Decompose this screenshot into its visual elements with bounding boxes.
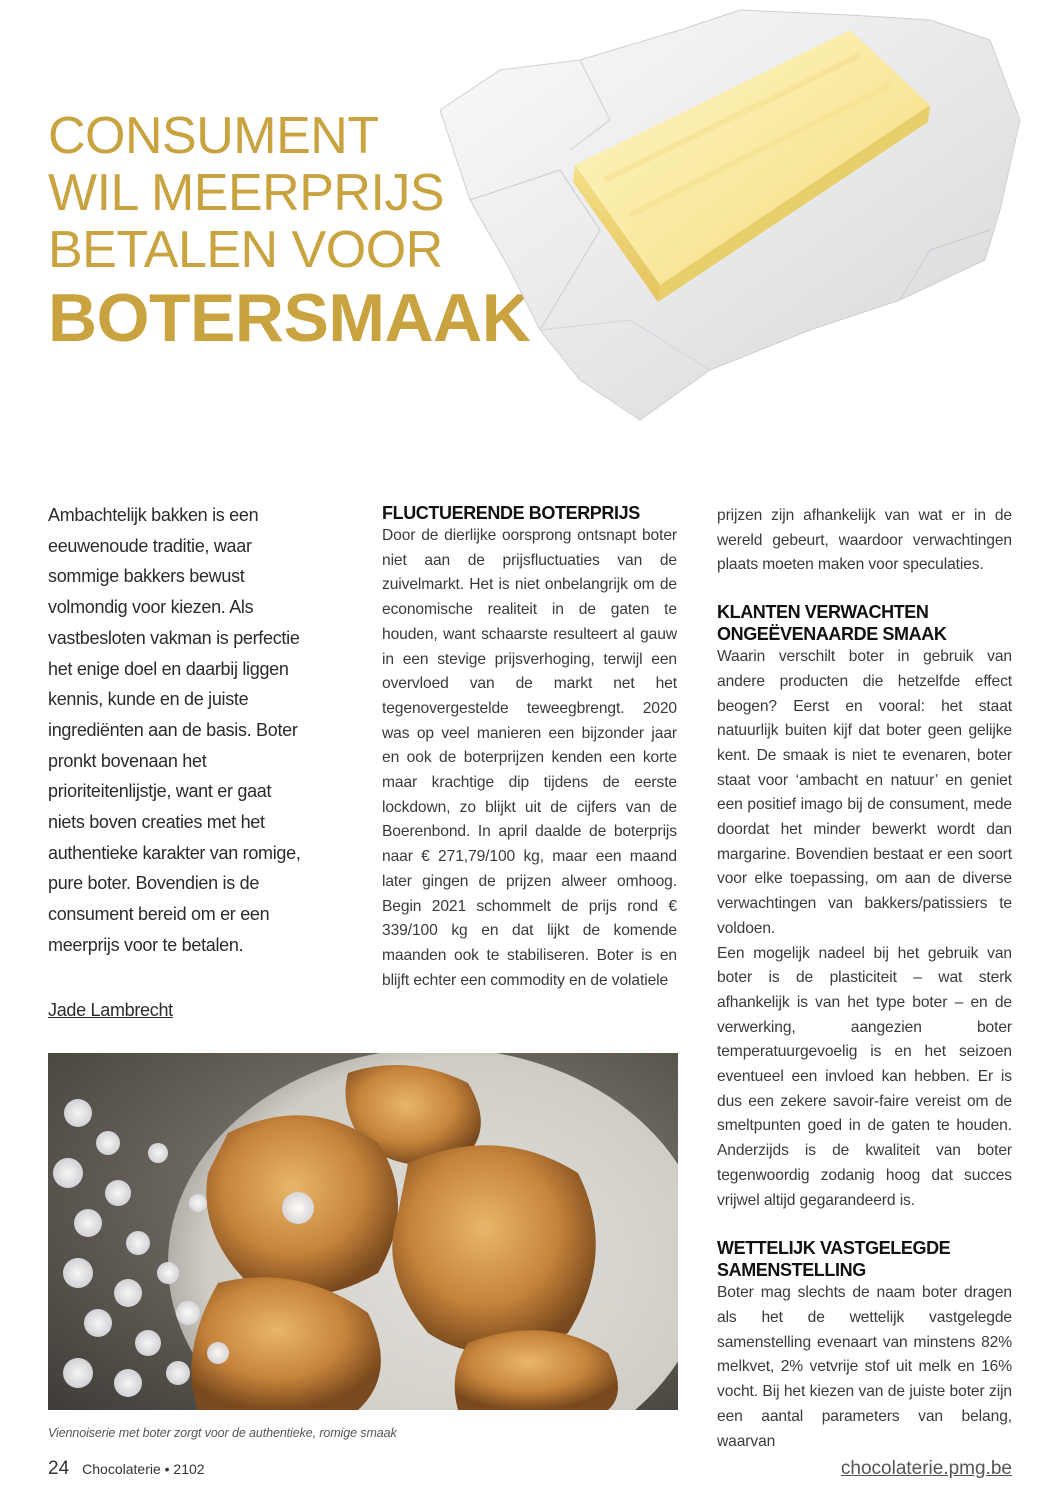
article-column-3 — [717, 504, 1012, 1454]
section-body-price-cont: prijzen zijn afhankelijk van wat er in de wereld gebeurt, waardoor verwachtingen plaats moeten maken voor speculaties. — [717, 507, 1012, 574]
headline-line-1: CONSUMENT — [48, 107, 379, 165]
section-title-taste: KLANTEN VERWACHTEN ONGEËVENAARDE SMAAK — [717, 602, 947, 645]
photo-caption: Viennoiserie met boter zorgt voor de authentieke, romige smaak — [48, 1426, 397, 1440]
headline-line-2: WIL MEERPRIJS — [48, 164, 445, 222]
section-body-price: Door de dierlijke oorsprong ontsnapt boter niet aan de prijsfluctuaties van de zuivelmarkt. Het is niet onbelangrijk om de economische realiteit in de gaten te houden, want schaarste resulteert al gauw in een stevige prijsverhoging, terwijl een overvloed van de markt net het tegenovergestelde teweegbrengt. 2020 was op veel manieren een bijzonder jaar en ook de boterprijzen kenden een korte maar krachtige dip tijdens de eerste lockdown, zo blijkt uit de cijfers van de Boerenbond. In april daalde de boterprijs naar € 271,79/100 kg, maar een maand later gingen de prijzen alweer omhoog. Begin 2021 schommelt de prijs rond € 339/100 kg en dat lijkt de komende maanden ook te stabiliseren. Boter is en blijft echter een commodity en de volatiele — [382, 527, 677, 989]
butter-image — [430, 0, 1030, 440]
section-body-taste-1: Waarin verschilt boter in gebruik van andere producten die hetzelfde effect beogen? Eerst en vooral: het staat natuurlijk buiten kijf dat boter geen gelijke kent. De smaak is niet te evenaren, boter staat voor ‘ambacht en natuur’ en geniet een positief imago bij de consument, mede doordat het minder bewerkt wordt dan margarine. Bovendien bestaat er een soort voor elke toepassing, om aan de diverse verwachtingen van bakkers/patissiers te voldoen. — [717, 648, 1012, 937]
headline-line-4: BOTERSMAAK — [48, 280, 531, 356]
intro-text: Ambachtelijk bakken is een eeuwenoude traditie, waar sommige bakkers bewust volmondig voor kiezen. Als vastbesloten vakman is perfectie het enige doel en daarbij liggen kennis, kunde en de juiste ingrediënten aan de basis. Boter pronkt bovenaan het prioriteitenlijstje, want er gaat niets boven creaties met het authentieke karakter van romige, pure boter. Bovendien is de consument bereid om er een meerprijs voor te betalen. — [48, 505, 301, 955]
headline-line-3: BETALEN VOOR — [48, 221, 443, 279]
magazine-issue: Chocolaterie • 2102 — [82, 1461, 205, 1477]
author-link[interactable]: Jade Lambrecht — [48, 1000, 173, 1020]
section-title-composition: WETTELIJK VASTGELEGDE SAMENSTELLING — [717, 1238, 951, 1281]
section-body-composition: Boter mag slechts de naam boter dragen als het de wettelijk vastgelegde samenstelling evenaart van minstens 82% melkvet, 2% vetvrije stof uit melk en 16% vocht. Bij het kiezen van de juiste boter zijn een aantal parameters van belang, waarvan — [717, 1284, 1012, 1450]
page-number: 24 — [48, 1458, 70, 1479]
footer-left — [48, 1458, 205, 1480]
section-title-price: FLUCTUERENDE BOTERPRIJS — [382, 503, 640, 523]
section-body-taste-2: Een mogelijk nadeel bij het gebruik van boter is de plasticiteit – wat sterk afhankelijk is van het type boter – en de verwerking, aangezien boter temperatuurgevoelig is en het seizoen eventueel een invloed kan hebben. Er is dus een zekere savoir-faire vereist om de smeltpunten goed in de gaten te houden. Anderzijds is de kwaliteit van boter tegenwoordig zodanig hoog dat succes vrijwel altijd gegarandeerd is. — [717, 944, 1012, 1209]
website-link[interactable]: chocolaterie.pmg.be — [840, 1458, 1012, 1479]
article-column-2 — [382, 502, 677, 993]
pastry-photo — [48, 1053, 678, 1410]
